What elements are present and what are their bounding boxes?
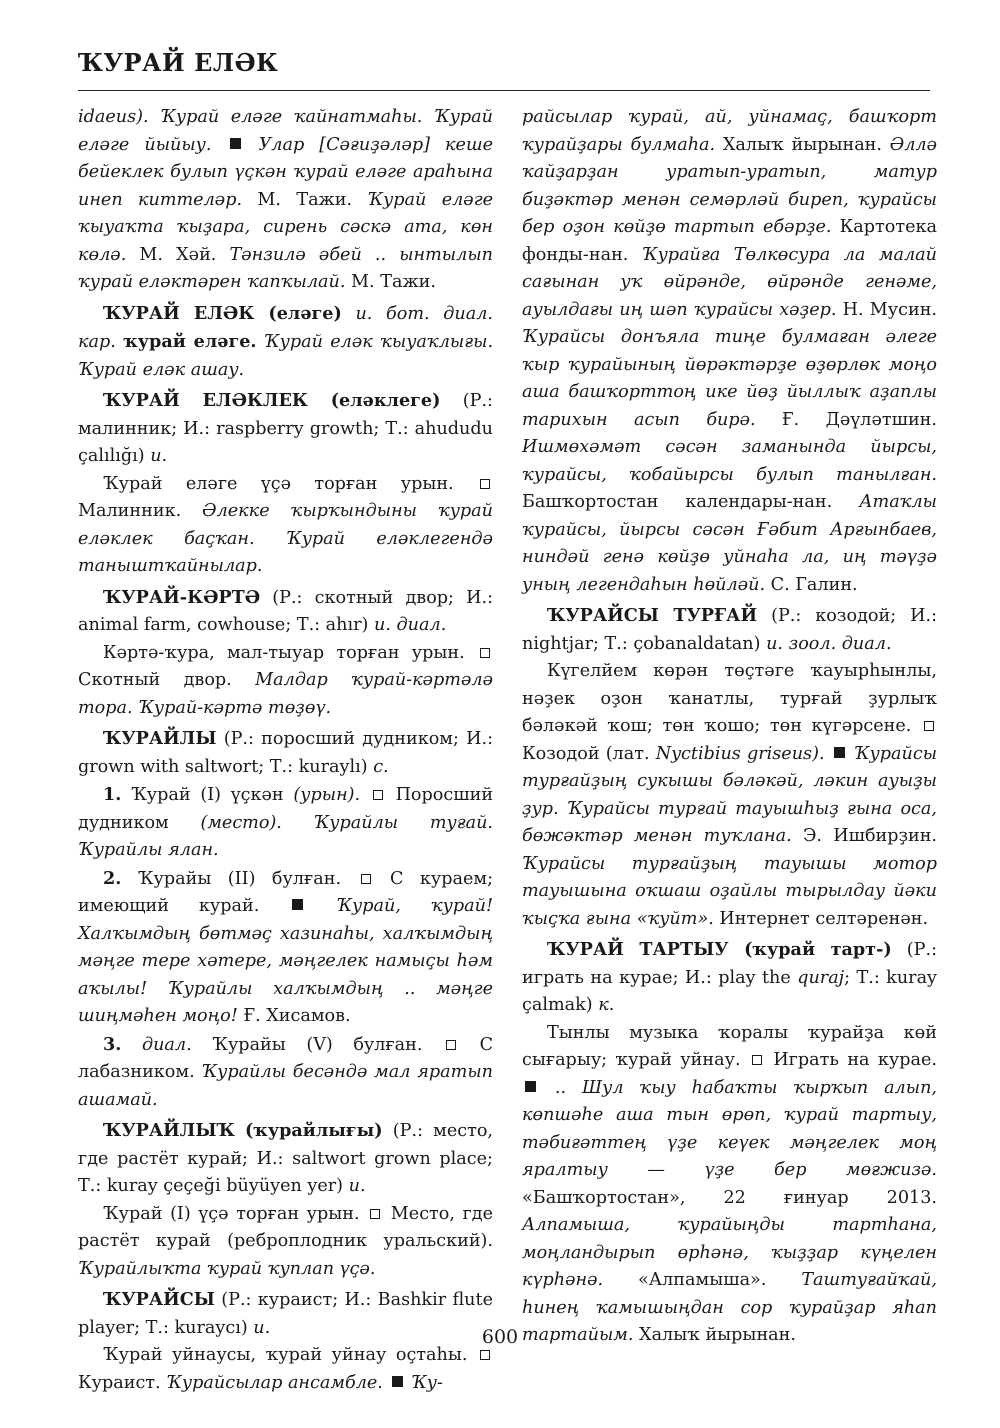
page-number: 600 — [481, 1326, 519, 1348]
russian-gloss: С кураем; имеющий курай. — [78, 868, 494, 916]
latin-name: Nyctibius griseus). — [655, 743, 825, 764]
definition: Ҡурай (I) үҫкән — [131, 785, 284, 805]
sense-2 — [78, 865, 493, 1031]
russian-gloss: Скотный двор. — [78, 670, 232, 690]
sense-1 — [78, 781, 493, 865]
definition: Ҡурай еләге үҫә торған урын. — [103, 473, 454, 494]
example-text: Ҡурайлыҡта ҡурай ҡуплап үҫә. — [78, 1258, 376, 1279]
example-text: Таштуғайҡай, һинең ҡамышыңдан сор ҡурайҙар яһап тартайым. — [522, 1270, 937, 1345]
citation: Башҡортостан календары-нан. — [522, 492, 833, 512]
example-text: Әллә ҡайҙарҙан уратып-уратып, матур биҙәктәр менән семәрләй биреп, ҡурайсы бер оҙон көйҙө тартып ебәрҙе. — [522, 134, 938, 237]
ellipsis: .. — [554, 1077, 567, 1098]
citation: «Алпамыша». — [638, 1270, 767, 1290]
page-header-title: ҠУРАЙ ЕЛӘК — [78, 48, 279, 77]
right-column — [522, 104, 937, 1350]
cross-reference: ҡурай еләге. — [123, 331, 257, 352]
black-square-icon — [525, 1081, 536, 1092]
entry-definition — [522, 658, 937, 933]
sense-3 — [78, 1031, 493, 1115]
example-text: Ҡурайсы турғайҙың сукышы бәләкәй, ләкин ауыҙы ҙур. Ҡурайсы турғай тауышһыҙ ғына оса, бөжәктәр менән туҡлана. — [522, 743, 938, 846]
open-square-icon — [361, 874, 371, 884]
example-text: Алпамыша, ҡурайыңды тартһана, моңландырып өрһәнә, ҡыҙҙар күңелен күрһәнә. — [522, 1215, 937, 1290]
example-text: Ишмөхәмәт сәсән заманында йырсы, ҡурайсы, ҡобайырсы булып танылған. — [522, 437, 937, 485]
grammar-label: и. — [253, 1317, 271, 1338]
open-square-icon — [480, 1350, 490, 1360]
translations: (Р.: козодой; И.: nightjar; Т.: çobanaldatan) — [522, 606, 937, 654]
open-square-icon — [373, 790, 383, 800]
russian-gloss: Поросший дудником — [78, 785, 494, 833]
translations: ; Т.: kuray çalmak) — [522, 967, 937, 1015]
entry-definition — [522, 1020, 937, 1350]
translations: (Р.: малинник; И.: raspberry growth; Т.: ahududu çalılığı) — [78, 391, 493, 466]
open-square-icon — [446, 1040, 456, 1050]
entry-definition — [78, 1342, 493, 1397]
entry-kuraylyk — [78, 1117, 493, 1201]
definition-note: (место). — [200, 812, 282, 833]
entry-kurayly — [78, 725, 493, 781]
grammar-label: и. диал. — [374, 615, 447, 635]
citation: Халыҡ йырынан. — [639, 1325, 796, 1345]
definition: Тынлы музыка ҡоралы ҡурайҙа көй сығарыу; ҡурай уйнау. — [522, 1022, 937, 1070]
open-square-icon — [480, 479, 490, 489]
example-text: Ҡурайлы туғай. Ҡурайлы ялан. — [78, 812, 494, 860]
example-text: Тәнзилә әбей .. ынтылып ҡурай еләктәрен ҡапҡылай. — [78, 244, 493, 292]
sense-number: 2. — [103, 867, 122, 889]
black-square-icon — [292, 899, 303, 910]
example-text: Ҡурай, ҡурай! Халҡымдың бөтмәҫ хазинаһы, халҡымдың мәңге тере хәтере, мәңгелек намыҫы һәм аҡылы! Ҡурайлы халҡымдың .. мәңге шиңмәһен моңо! — [78, 896, 494, 1026]
open-square-icon — [480, 648, 490, 658]
citation: Ғ. Хисамов. — [243, 1006, 351, 1026]
russian-gloss: С лабазником. — [78, 1034, 494, 1082]
citation: М. Хәй. — [139, 244, 217, 265]
translations: (Р.: играть на курае; И.: play the — [522, 940, 938, 988]
headword: ҠУРАЙЛЫ — [103, 728, 217, 749]
example-text: Ҡурайсы донъяла тиңе булмаған әлеге ҡыр ҡурайының йөрәктәрҙе өҙөрлөк моңо аша башҡорттоң ике йөҙ йыллыҡ аҙаплы тарихын асып бирә. — [522, 327, 937, 430]
definition: Ҡурай уйнаусы, ҡурай уйнау оҫтаһы. — [103, 1345, 468, 1365]
citation: М. Тажи. — [351, 272, 436, 292]
sense-number: 1. — [103, 784, 122, 805]
entry-kuray-tartyu — [522, 936, 937, 1020]
citation: Э. Ишбирҙин. — [802, 826, 938, 846]
translations: (Р.: кураист; И.: Bashkir flute player; Т.: kuraycı) — [78, 1290, 493, 1338]
headword: ҠУРАЙ-КӘРТӘ — [103, 586, 261, 608]
header-rule — [78, 90, 930, 91]
headword: ҠУРАЙ ЕЛӘК (еләге) — [103, 302, 342, 324]
sense-number: 3. — [103, 1033, 122, 1055]
translations-italic: quraj — [797, 967, 845, 988]
grammar-label: с. — [373, 756, 389, 777]
open-square-icon — [370, 1209, 380, 1219]
citation: Интернет селтәренән. — [719, 908, 929, 929]
citation: М. Тажи. — [257, 189, 353, 210]
black-square-icon — [834, 747, 845, 758]
citation: Халыҡ йырынан. — [722, 134, 882, 155]
citation: Ғ. Дәүләтшин. — [782, 409, 937, 430]
example-text: Улар [Сәғиҙәләр] кеше бейеклек булып үҫкән ҡурай еләге араһына инеп киттеләр. — [78, 134, 494, 210]
definition: Ҡурай (I) үҫә торған урын. — [103, 1203, 360, 1224]
entry-definition — [78, 471, 493, 581]
russian-gloss: Играть на курае. — [773, 1050, 938, 1070]
headword: ҠУРАЙСЫ ТУРҒАЙ — [547, 605, 758, 626]
translations: (Р.: поросший дудником; И.: grown with saltwort; Т.: kuraylı) — [78, 729, 493, 777]
entry-definition — [78, 640, 493, 723]
russian-gloss: Кураист. — [78, 1372, 161, 1393]
grammar-label: и. зоол. диал. — [766, 633, 892, 654]
headword: ҠУРАЙ ТАРТЫУ (ҡурай тарт-) — [547, 939, 892, 960]
entry-kuray-eleklek — [78, 387, 493, 471]
russian-gloss: Место, где растёт курай (реброплодник уральский). — [78, 1203, 494, 1251]
definition: Ҡурайы (V) булған. — [212, 1034, 423, 1055]
headword: ҠУРАЙСЫ — [103, 1289, 215, 1310]
open-square-icon — [924, 721, 934, 731]
entry-kuray-elek — [78, 300, 493, 385]
definition: Ҡурайы (II) булған. — [137, 868, 342, 889]
example-text: Малдар ҡурай-кәртәлә тора. Ҡурай-кәртә төҙөү. — [78, 670, 493, 718]
example-text: Ҡурайға Төлкөсура ла малай сағынан уҡ өйрәнде, өйрәнде генәме, ауылдағы иң шәп ҡурайсы хәҙер. — [522, 244, 937, 320]
grammar-label: диал. — [141, 1034, 192, 1055]
russian-gloss: Малинник. — [78, 501, 182, 521]
headword: ҠУРАЙЛЫҠ — [103, 1120, 235, 1141]
entry-kuraysy-turgay — [522, 602, 937, 658]
headword-form: (ҡурайлығы) — [244, 1120, 383, 1141]
russian-gloss: Козодой (лат. — [522, 743, 650, 764]
grammar-label: и. — [150, 446, 168, 466]
entry-continuation — [78, 104, 493, 297]
translations: (Р.: место, где растёт курай; И.: saltwort grown place; Т.: kuray çeçeği büyüyen yer) — [78, 1121, 494, 1196]
example-text: Ҡу- — [411, 1372, 443, 1393]
headword: ҠУРАЙ ЕЛӘКЛЕК (еләклеге) — [103, 390, 441, 411]
example-text: Ҡурайсылар ансамбле. — [166, 1372, 383, 1393]
citation: Картотека фонды-нан. — [522, 217, 937, 265]
entry-definition — [78, 1201, 493, 1284]
grammar-label: к. — [598, 995, 615, 1015]
example-text: Шул ҡыу һабаҡты ҡырҡып алып, көпшәһе аша тын өрөп, ҡурай тартыу, тәбиғәттең үҙе кеүек мәңгелек моң яралтыу — үҙе бер мөғжизә. — [522, 1077, 938, 1180]
example-text: райсылар ҡурай, ай, уйнамаҫ, башҡорт ҡурайҙары булмаһа. — [522, 107, 937, 155]
black-square-icon — [230, 138, 241, 149]
example-text: Атаҡлы ҡурайсы, йырсы сәсән Ғәбит Арғынбаев, ниндәй генә көйҙө уйнаһа ла, иң тәүҙә уның легендаһын һөйләй. — [522, 492, 938, 595]
example-text: idaeus). Ҡурай еләге ҡайнатмаһы. Ҡурай еләге йыйыу. — [78, 107, 493, 155]
citation: Н. Мусин. — [842, 299, 938, 320]
left-column — [78, 104, 493, 1397]
entry-kuray-kerte — [78, 584, 493, 640]
open-square-icon — [752, 1055, 762, 1065]
citation: «Башҡортостан», 22 ғинуар 2013. — [522, 1187, 937, 1208]
example-text: Әлекке ҡырҡындыны ҡурай еләклек баҫҡан. Ҡурай еләклегендә таныштҡайнылар. — [78, 501, 494, 576]
translations: (Р.: скотный двор; И.: animal farm, cowhouse; Т.: ahır) — [78, 587, 494, 635]
definition: Кәртә-ҡура, мал-тыуар торған урын. — [103, 642, 465, 663]
entry-continuation — [522, 104, 937, 599]
example-text: Ҡурай еләк ҡыуаҡлығы. Ҡурай еләк ашау. — [78, 332, 494, 380]
example-text: Ҡурайсы турғайҙың тауышы мотор тауышына оҡшаш оҙайлы тырылдау йәки ҡыҫҡа ғына «ҡуйт». — [522, 853, 937, 929]
citation: С. Галин. — [770, 574, 858, 595]
definition: Күгелйем көрән төҫтәге ҡауырһынлы, нәҙек оҙон ҡанатлы, турғай ҙурлыҡ бәләкәй ҡош; төн ҡошо; төн күгәрсене. — [522, 661, 937, 736]
example-text: Ҡурайлы бесәндә мал яратып ашамай. — [78, 1062, 494, 1110]
grammar-label: и. бот. диал. кар. — [78, 303, 494, 352]
definition-note: (урын). — [293, 785, 361, 805]
example-text: Ҡурай еләге ҡыуаҡта ҡыҙара, сирень сәскә ата, көн көлә. — [78, 189, 494, 265]
grammar-label: и. — [348, 1176, 366, 1196]
black-square-icon — [392, 1376, 403, 1387]
